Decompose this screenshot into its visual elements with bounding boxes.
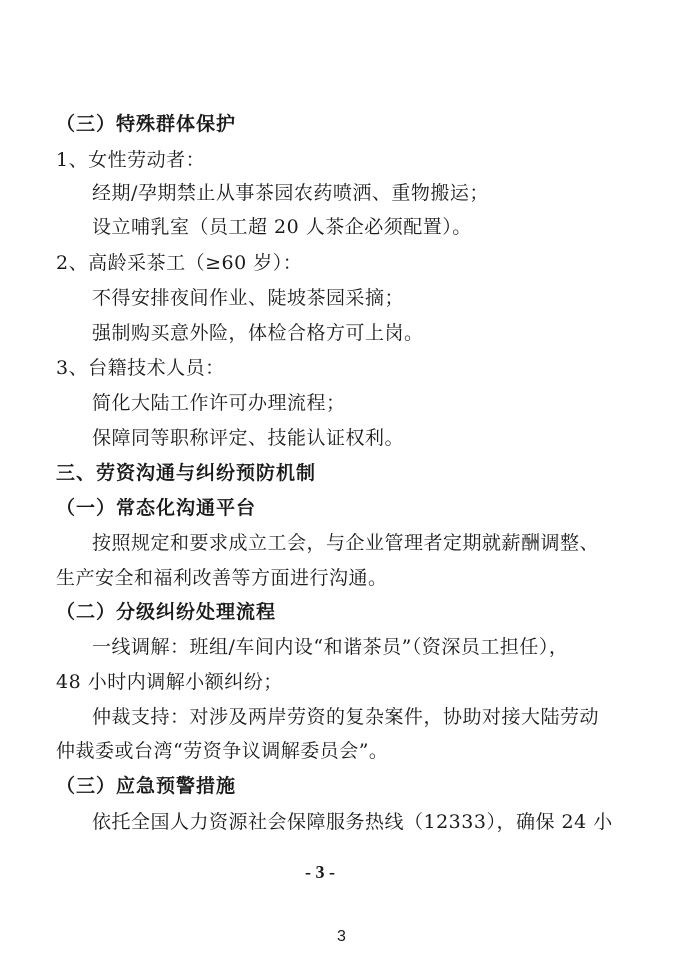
paragraph-line: 一线调解：班组/车间内设“和谐茶员”（资深员工担任）， (92, 636, 569, 658)
paragraph-line: 简化大陆工作许可办理流程； (92, 392, 346, 414)
paragraph-line: 生产安全和福利改善等方面进行沟通。 (56, 567, 388, 589)
page-marker: - 3 - (305, 862, 335, 882)
paragraph-line: 设立哺乳室（员工超 20 人茶企必须配置）。 (92, 216, 472, 238)
paragraph-line: 经期/孕期禁止从事茶园农药喷洒、重物搬运； (92, 182, 489, 204)
list-item-elderly-pickers: 2、高龄采茶工（≥60 岁）： (56, 252, 303, 274)
paragraph-line: 仲裁委或台湾“劳资争议调解委员会”。 (56, 740, 389, 762)
footer-page-number: 3 (337, 928, 346, 945)
section-heading-communication-platform: （一）常态化沟通平台 (56, 497, 257, 519)
section-heading-emergency-measures: （三）应急预警措施 (56, 775, 237, 797)
paragraph-line: 保障同等职称评定、技能认证权利。 (92, 427, 405, 449)
paragraph-line: 48 小时内调解小额纠纷； (56, 671, 283, 693)
chapter-heading-labor-communication: 三、劳资沟通与纠纷预防机制 (56, 462, 317, 484)
section-heading-special-groups: （三）特殊群体保护 (56, 113, 237, 135)
paragraph-line: 按照规定和要求成立工会，与企业管理者定期就薪酬调整、 (92, 532, 600, 554)
paragraph-line: 不得安排夜间作业、陡坡茶园采摘； (92, 287, 405, 309)
list-item-female-workers: 1、女性劳动者： (56, 149, 206, 171)
paragraph-line: 依托全国人力资源社会保障服务热线（12333），确保 24 小 (92, 811, 613, 833)
paragraph-line: 仲裁支持：对涉及两岸劳资的复杂案件，协助对接大陆劳动 (92, 706, 600, 728)
paragraph-line: 强制购买意外险，体检合格方可上岗。 (92, 322, 424, 344)
list-item-taiwan-technicians: 3、台籍技术人员： (56, 357, 225, 379)
section-heading-dispute-process: （二）分级纠纷处理流程 (56, 601, 277, 623)
